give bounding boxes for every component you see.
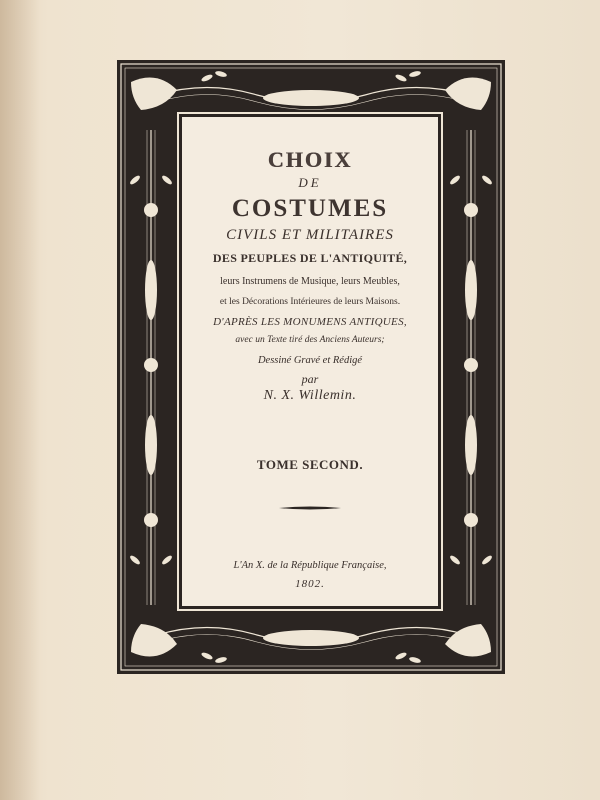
author-name: N. X. Willemin. [263,388,357,403]
decorative-rule [279,506,341,510]
subtitle-decorations: et les Décorations Intérieures de leurs Maisons. [219,297,401,307]
credit-par: par [301,372,319,386]
subtitle-instrumens: leurs Instrumens de Musique, leurs Meubles, [220,276,400,287]
subtitle-civils-militaires: CIVILS ET MILITAIRES [226,227,394,243]
title-panel [182,117,438,606]
imprint-line: L'An X. de la République Française, [233,560,387,571]
title-de: DE [298,175,322,190]
volume-label: TOME SECOND. [256,457,364,472]
subtitle-texte: avec un Texte tiré des Anciens Auteurs; [235,335,385,345]
credit-dessine: Dessiné Gravé et Rédigé [257,355,363,366]
title-choix: CHOIX [267,147,353,172]
page-gutter-shadow [0,0,40,800]
subtitle-peuples: DES PEUPLES DE L'ANTIQUITÉ, [212,251,408,265]
title-costumes: COSTUMES [231,195,389,222]
subtitle-apres-monumens: D'APRÈS LES MONUMENS ANTIQUES, [213,316,407,328]
imprint-year: 1802. [295,578,325,590]
